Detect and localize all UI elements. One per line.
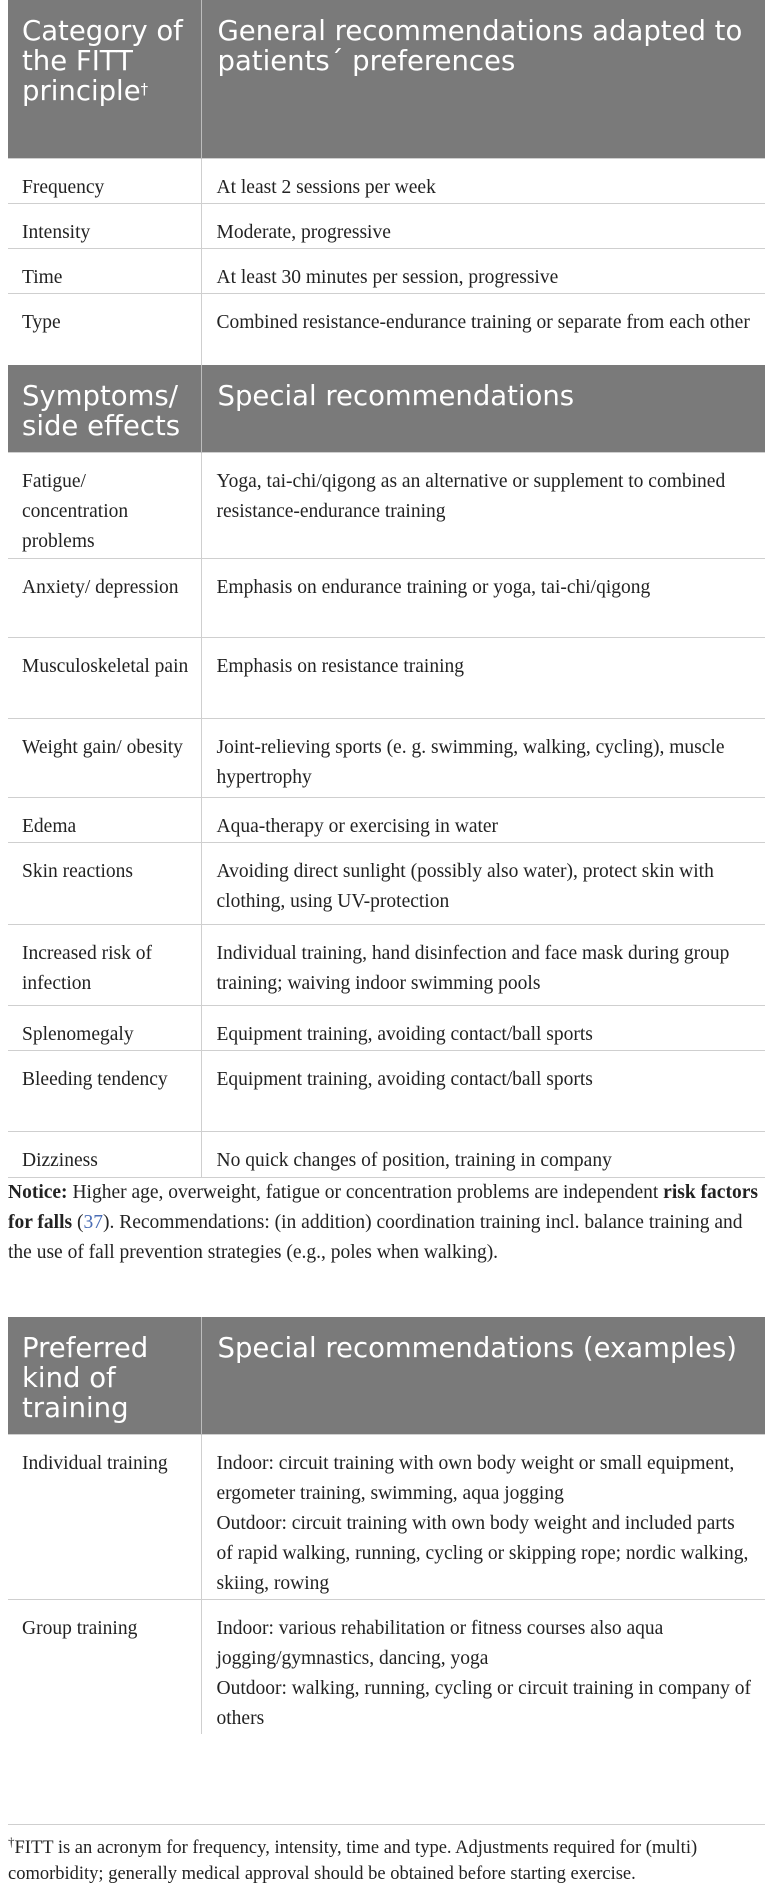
symptom-recommendation: Equipment training, avoiding contact/ball sports (201, 1050, 765, 1131)
table-row-musculoskeletal (8, 637, 765, 718)
symptom-recommendation: Individual training, hand disinfection and face mask during group training; waiving indoor swimming pools (201, 924, 765, 1005)
header-cell-examples: Special recommendations (examples) (201, 1317, 765, 1434)
table-row-type (8, 293, 765, 365)
footnote (8, 1824, 765, 1887)
symptom-cell: Edema (8, 797, 201, 842)
symptom-recommendation: Avoiding direct sunlight (possibly also water), protect skin with clothing, using UV-protection (201, 842, 765, 924)
fitt-category: Time (8, 248, 201, 293)
symptom-cell: Fatigue/ concentration problems (8, 452, 201, 558)
outdoor-text: Outdoor: circuit training with own body weight and included parts of rapid walking, running, cycling or skipping rope; nordic walking, skiing, rowing (216, 1512, 749, 1594)
symptom-cell: Dizziness (8, 1131, 201, 1177)
table-row-anxiety (8, 558, 765, 637)
fitt-category: Intensity (8, 203, 201, 248)
symptom-cell: Bleeding tendency (8, 1050, 201, 1131)
symptom-cell: Anxiety/ depression (8, 558, 201, 637)
header-cell-category (8, 0, 201, 158)
training-kind: Group training (8, 1599, 201, 1734)
outdoor-text: Outdoor: walking, running, cycling or circuit training in company of others (216, 1677, 752, 1729)
symptom-recommendation: Equipment training, avoiding contact/ball sports (201, 1005, 765, 1050)
indoor-text: Indoor: circuit training with own body weight or small equipment, ergometer training, swimming, aqua jogging (216, 1452, 735, 1504)
table-row-fatigue (8, 452, 765, 558)
header-cell-special: Special recommendations (201, 365, 765, 452)
symptom-recommendation: Emphasis on endurance training or yoga, tai-chi/qigong (201, 558, 765, 637)
footnote-dagger: † (8, 1834, 15, 1849)
symptom-recommendation: Emphasis on resistance training (201, 637, 765, 718)
table-row-time (8, 248, 765, 293)
fitt-category: Frequency (8, 158, 201, 203)
table-row-dizziness (8, 1131, 765, 1177)
table-row-skin-reactions (8, 842, 765, 924)
recommendations-table (8, 0, 765, 1734)
notice-text-2: ( (72, 1211, 84, 1233)
symptom-cell: Increased risk of infection (8, 924, 201, 1005)
table-row-group-training (8, 1599, 765, 1734)
symptom-recommendation: Yoga, tai-chi/qigong as an alternative or supplement to combined resistance-endurance training (201, 452, 765, 558)
dagger-mark: † (140, 80, 149, 98)
symptom-cell: Splenomegaly (8, 1005, 201, 1050)
notice-cell (8, 1177, 765, 1317)
notice-bold: risk factors for falls (8, 1181, 758, 1233)
fitt-recommendation: At least 30 minutes per session, progressive (201, 248, 765, 293)
header-row-fitt (8, 0, 765, 158)
notice-row (8, 1177, 765, 1317)
symptom-cell: Skin reactions (8, 842, 201, 924)
symptom-recommendation: No quick changes of position, training in company (201, 1131, 765, 1177)
table-row-weight-gain (8, 718, 765, 797)
notice-text-1: Higher age, overweight, fatigue or concentration problems are independent (67, 1181, 664, 1203)
notice-label: Notice: (8, 1181, 68, 1203)
table-row-edema (8, 797, 765, 842)
fitt-recommendation: At least 2 sessions per week (201, 158, 765, 203)
header-row-symptoms (8, 365, 765, 452)
header-category-text: Category of the FITT principle (22, 15, 183, 107)
header-cell-training-kind: Preferred kind of training (8, 1317, 201, 1434)
symptom-cell: Weight gain/ obesity (8, 718, 201, 797)
training-recommendation (201, 1434, 765, 1599)
notice-text-3: ). Recommendations: (in addition) coordination training incl. balance training and the use of fall prevention strategies (e.g., poles when walking). (8, 1211, 743, 1263)
table-row-intensity (8, 203, 765, 248)
symptom-cell: Musculoskeletal pain (8, 637, 201, 718)
footnote-text: FITT is an acronym for frequency, intensity, time and type. Adjustments required for (multi) comorbidity; generally medical approval should be obtained before starting exercise. (8, 1838, 698, 1885)
fitt-category: Type (8, 293, 201, 365)
fitt-recommendation: Moderate, progressive (201, 203, 765, 248)
fitt-recommendation: Combined resistance-endurance training or separate from each other (201, 293, 765, 365)
header-cell-symptoms: Symptoms/ side effects (8, 365, 201, 452)
reference-link[interactable]: 37 (83, 1211, 103, 1233)
table-row-individual-training (8, 1434, 765, 1599)
header-cell-general: General recommendations adapted to patients´ preferences (201, 0, 765, 158)
symptom-recommendation: Joint-relieving sports (e. g. swimming, walking, cycling), muscle hypertrophy (201, 718, 765, 797)
training-kind: Individual training (8, 1434, 201, 1599)
symptom-recommendation: Aqua-therapy or exercising in water (201, 797, 765, 842)
header-row-training (8, 1317, 765, 1434)
table-row-splenomegaly (8, 1005, 765, 1050)
table-row-bleeding (8, 1050, 765, 1131)
table-row-frequency (8, 158, 765, 203)
table-row-infection-risk (8, 924, 765, 1005)
training-recommendation (201, 1599, 765, 1734)
indoor-text: Indoor: various rehabilitation or fitness courses also aqua jogging/gymnastics, dancing, yoga (216, 1617, 664, 1669)
